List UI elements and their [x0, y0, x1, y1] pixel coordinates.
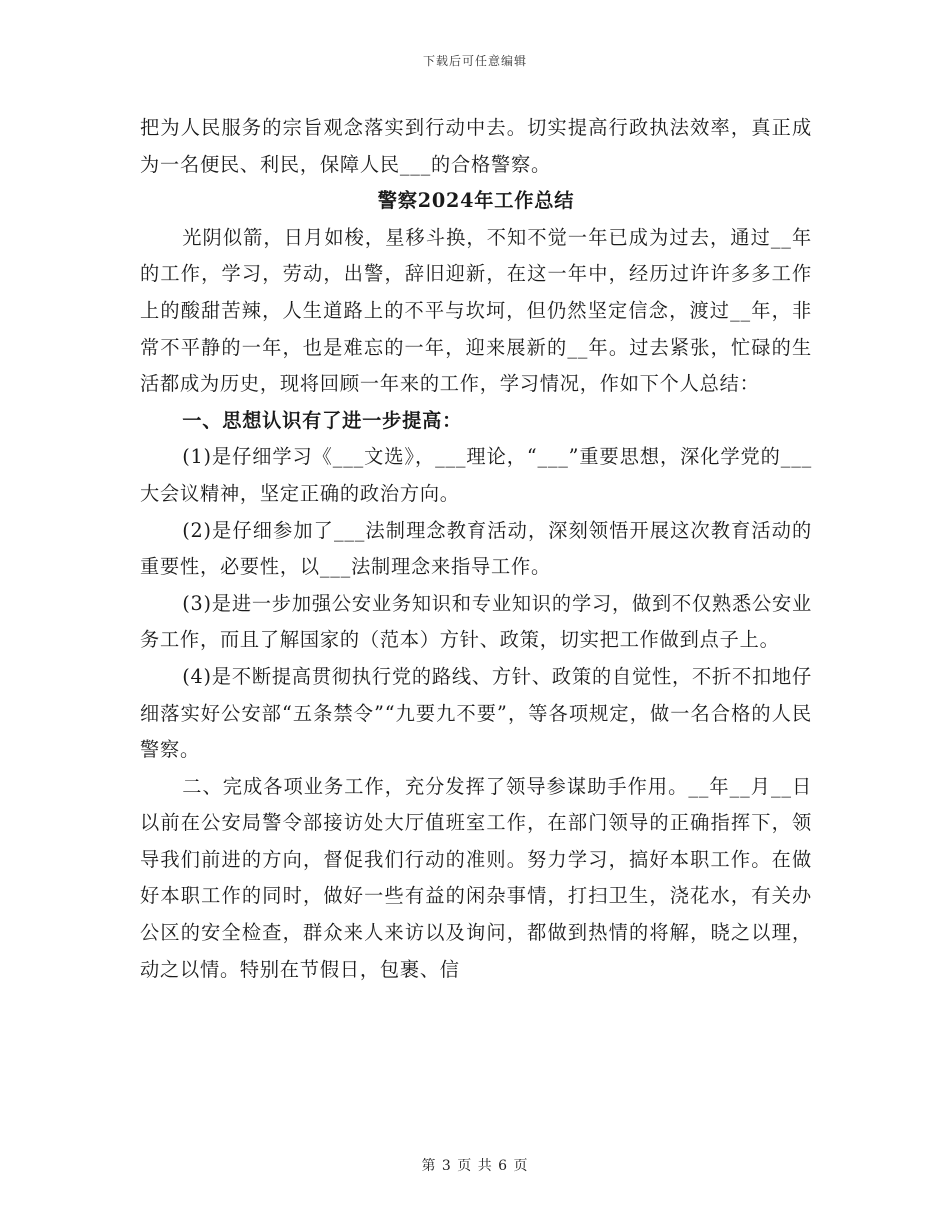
page-number: 第 3 页 共 6 页	[421, 1158, 529, 1174]
section-1-item-3: (3)是进一步加强公安业务知识和专业知识的学习，做到不仅熟悉公安业务工作，而且了解国家的（范本）方针、政策，切实把工作做到点子上。	[140, 591, 812, 652]
section-1-item-4: (4)是不断提高贯彻执行党的路线、方针、政策的自觉性，不折不扣地仔细落实好公安部“五条禁令”“九要九不要”，等各项规定，做一名合格的人民警察。	[140, 664, 812, 762]
document-title: 警察2024年工作总结	[377, 189, 575, 213]
continuation-paragraph: 把为人民服务的宗旨观念落实到行动中去。切实提高行政执法效率，真正成为一名便民、利民，保障人民___的合格警察。	[140, 116, 812, 176]
page-header-note: 下载后可任意编辑	[422, 54, 527, 68]
section-2-paragraph: 二、完成各项业务工作，充分发挥了领导参谋助手作用。__年__月__日以前在公安局警令部接访处大厅值班室工作，在部门领导的正确指挥下，领导我们前进的方向，督促我们行动的准则。努力学习，搞好本职工作。在做好本职工作的同时，做好一些有益的闲杂事情，打扫卫生，浇花水，有关办公区的安全检查，群众来人来访以及询问，都做到热情的将解，晓之以理，动之以情。特别在节假日，包裹、信	[140, 774, 812, 981]
document-body	[140, 110, 812, 988]
section-1-item-2: (2)是仔细参加了___法制理念教育活动，深刻领悟开展这次教育活动的重要性，必要性，以___法制理念来指导工作。	[140, 518, 812, 579]
section-1-item-1: (1)是仔细学习《___文选》，___理论，“___”重要思想，深化学党的___大会议精神，坚定正确的政治方向。	[140, 445, 812, 505]
section-1-heading: 一、思想认识有了进一步提高：	[182, 408, 463, 432]
intro-paragraph: 光阴似箭，日月如梭，星移斗换，不知不觉一年已成为过去，通过__年的工作，学习，劳动，出警，辞旧迎新，在这一年中，经历过许许多多工作上的酸甜苦辣，人生道路上的不平与坎坷，但仍然坚定信念，渡过__年，非常不平静的一年，也是难忘的一年，迎来展新的__年。过去紧张，忙碌的生活都成为历史，现将回顾一年来的工作，学习情况，作如下个人总结：	[140, 225, 812, 396]
